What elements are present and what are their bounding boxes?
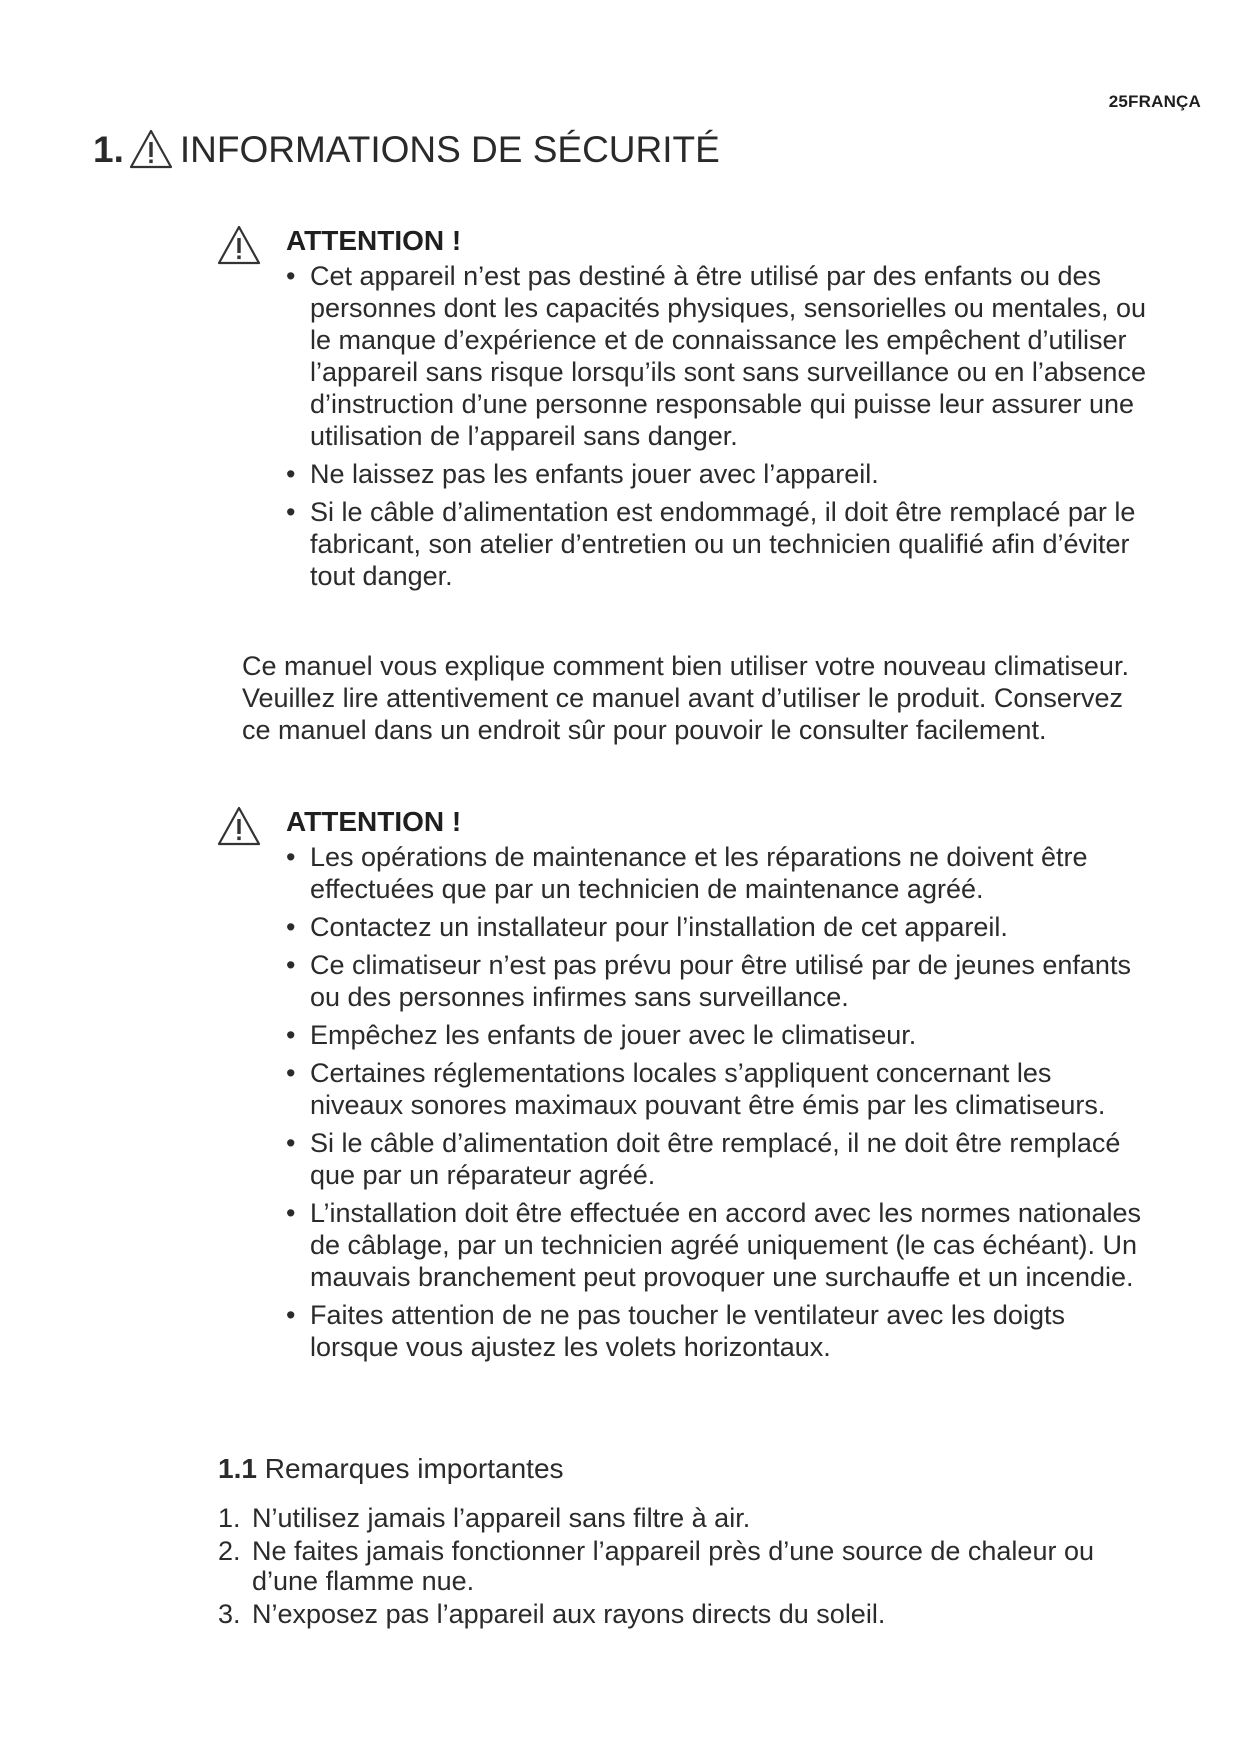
list-item: • Faites attention de ne pas toucher le ventilateur avec les doigts lorsque vous ajustez les volets horizontaux.: [286, 1299, 1146, 1363]
item-text: N’utilisez jamais l’appareil sans filtre à air.: [252, 1503, 751, 1533]
list-item: [218, 1503, 1138, 1533]
item-number: 2.: [218, 1536, 241, 1566]
item-number: 1.: [218, 1503, 241, 1533]
list-item: • Les opérations de maintenance et les réparations ne doivent être effectuées que par un technicien de maintenance agréé.: [286, 841, 1146, 905]
list-item: • Si le câble d’alimentation est endommagé, il doit être remplacé par le fabricant, son atelier d’entretien ou un technicien qualifié afin d’éviter tout danger.: [286, 496, 1146, 592]
list-item: • Ce climatiseur n’est pas prévu pour être utilisé par de jeunes enfants ou des personnes infirmes sans surveillance.: [286, 949, 1146, 1013]
list-item: [218, 1599, 1138, 1629]
subsection-number: 1.1: [218, 1453, 257, 1484]
warning-triangle-icon: [128, 128, 174, 170]
page-title: [93, 128, 720, 170]
subsection-title: Remarques importantes: [264, 1453, 564, 1484]
warning-triangle-icon: [216, 805, 262, 847]
warning-heading: ATTENTION !: [286, 806, 462, 837]
item-text: N’exposez pas l’appareil aux rayons directs du soleil.: [252, 1599, 886, 1629]
list-item: • L’installation doit être effectuée en accord avec les normes nationales de câblage, par un technicien agréé uniquement (le cas échéant). Un mauvais branchement peut provoquer une surchauffe et un incendie.: [286, 1197, 1146, 1293]
intro-paragraph: Ce manuel vous explique comment bien utiliser votre nouveau climatiseur. Veuillez lire attentivement ce manuel avant d’utiliser le produit. Conservez ce manuel dans un endroit sûr pour pouvoir le consulter facilement.: [242, 651, 1129, 745]
item-number: 3.: [218, 1599, 241, 1629]
warning-triangle-icon: [216, 224, 262, 266]
list-item: • Contactez un installateur pour l’installation de cet appareil.: [286, 911, 1146, 943]
list-item: • Certaines réglementations locales s’appliquent concernant les niveaux sonores maximaux pouvant être émis par les climatiseurs.: [286, 1057, 1146, 1121]
item-text: Ne faites jamais fonctionner l’appareil près d’une source de chaleur ou d’une flamme nue.: [252, 1536, 1094, 1596]
warning-heading: ATTENTION !: [286, 225, 462, 256]
section-heading: [218, 1453, 564, 1485]
list-item: • Empêchez les enfants de jouer avec le climatiseur.: [286, 1019, 1146, 1051]
warning-list: [216, 841, 1146, 1363]
page-title-text: INFORMATIONS DE SÉCURITÉ: [179, 128, 720, 170]
warning-box-1: [216, 222, 1146, 598]
list-item: • Ne laissez pas les enfants jouer avec l’appareil.: [286, 458, 1146, 490]
list-item: [218, 1536, 1138, 1596]
notes-list: [218, 1503, 1138, 1632]
warning-list: [216, 260, 1146, 592]
list-item: • Si le câble d’alimentation doit être remplacé, il ne doit être remplacé que par un réparateur agréé.: [286, 1127, 1146, 1191]
list-item: • Cet appareil n’est pas destiné à être utilisé par des enfants ou des personnes dont les capacités physiques, sensorielles ou mentales, ou le manque d’expérience et de connaissance les empêchent d’utiliser l’appareil sans risque lorsqu’ils sont sans surveillance ou en l’absence d’instruction d’une personne responsable qui puisse leur assurer une utilisation de l’appareil sans danger.: [286, 260, 1146, 452]
page-number-label: 25FRANÇA: [1108, 92, 1201, 111]
warning-box-2: [216, 803, 1146, 1369]
section-number: 1.: [93, 128, 124, 170]
